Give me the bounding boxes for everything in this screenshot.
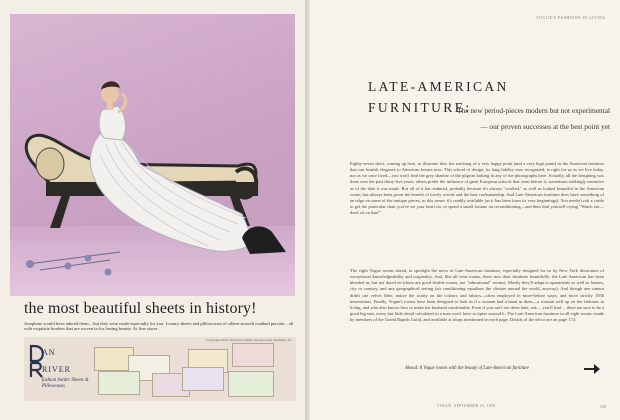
dan-river-logo [28, 343, 92, 398]
arrow-right-icon [584, 364, 600, 374]
product-swatch [182, 367, 224, 391]
reclining-woman-on-settee-illustration [10, 14, 295, 296]
article-subhead: The new period-pieces modern but not experimental— our proven successes at the best point yet [457, 106, 610, 131]
product-swatch [98, 371, 140, 395]
brand-name-line1: AN [42, 348, 56, 357]
product-swatch [228, 371, 274, 397]
ad-body-copy: Josephine would have adored them... but they were made especially for you. Luxury sheets and pillowcases of silken-smooth combed percale... all with exquisite borders that are woven in for lasting beauty. At fine stores [24, 321, 294, 332]
article-title-line2: FURNITURE: [368, 100, 472, 115]
article-body-paragraph-2 [350, 268, 604, 368]
ad-headline: the most beautiful sheets in history! [24, 300, 257, 317]
article-title-line1: LATE-AMERICAN [368, 79, 509, 94]
advertisement-page [0, 0, 305, 420]
ad-copyright: Copyright 1954, Dan River Mills, Incorporated, Danville, Va. [205, 338, 292, 342]
ahead-note: Ahead: 8 Vogue rooms with the beauty of Late-American furniture [405, 366, 529, 371]
page-number: 159 [600, 404, 606, 409]
brand-tagline: fashion border Sheets & Pillowcases [42, 378, 89, 389]
article-body-paragraph-1 [350, 161, 604, 261]
editorial-page [310, 0, 620, 420]
paragraph-text: Eighty-seven short, coming up here, to illustrate this: the reaching of a very happy point (and a very high point) in the American furniture that can furnish elegance to American homes now. This school of design, its long fidelity now recognized, is right for us as we live today, not as we once lived—you won't find the grey shadow of the pilgrim lurking in any of the photographs here. Actually, all the designing was done over the past thirty-five years; others prefer the influence of great European schools that went before it, sometimes strikingly inventive as of the date it was made. But all of it has endured, probably because it's always "worked," as well as looked beautiful in the American scene; has always been given the benefit of lovely woods and the best craftsmanship. And Late-American furniture does have something of an edge on some of the antique pieces, in this sense: it's readily available (as it has been from its very beginnings). You needn't rob a castle to get the particular chair you've set your heart on, or spend a small fortune on reconditioning—and then find yourself crying "Watch out—don't sit on that!" [350, 161, 604, 216]
ad-product-panel [24, 337, 296, 401]
product-swatch [232, 343, 274, 367]
ad-photograph [10, 14, 295, 296]
running-head: VOGUE'S FASHIONS IN LIVING [536, 16, 606, 20]
brand-name-line2: RIVER [42, 365, 71, 374]
paragraph-text: The eight Vogue rooms ahead, to spotlight the news of Late-American furniture, especially designed for us by New York decorators of exceptional knowledgeability and originality. And, like all wise rooms, these mix their furniture beautifully: the Late American has been blended in, but not doted on (those are good livable rooms, not "educational" rooms). Mostly they'll adapt to apartments as well as houses, city or country, and any geographical setting (air conditioning equalizes the climate around the world, anyway). And though one cannot didn't use velvet fiber, notice the acuity on the colours and fabrics—often employed in more-before ways, and more strictly 1956 innovations. Finally, Vogue's rooms have been designed to look as if a woman had a hand in them—a woman well up on her fashions in living, and who also knows how to make her husband comfortable. Even if you can't see these later, ask ... you'll find ... there are sure to be a good big size, every last little detail calculated so a man won't have to tiptoe around it. The Late-American furniture in all eight rooms: made by members of the Grand Rapids Guild, and available at shops mentioned on each page. Details of the décor are on page 174. [350, 268, 604, 323]
issue-folio: VOGUE, SEPTEMBER 15, 1956 [437, 404, 496, 408]
